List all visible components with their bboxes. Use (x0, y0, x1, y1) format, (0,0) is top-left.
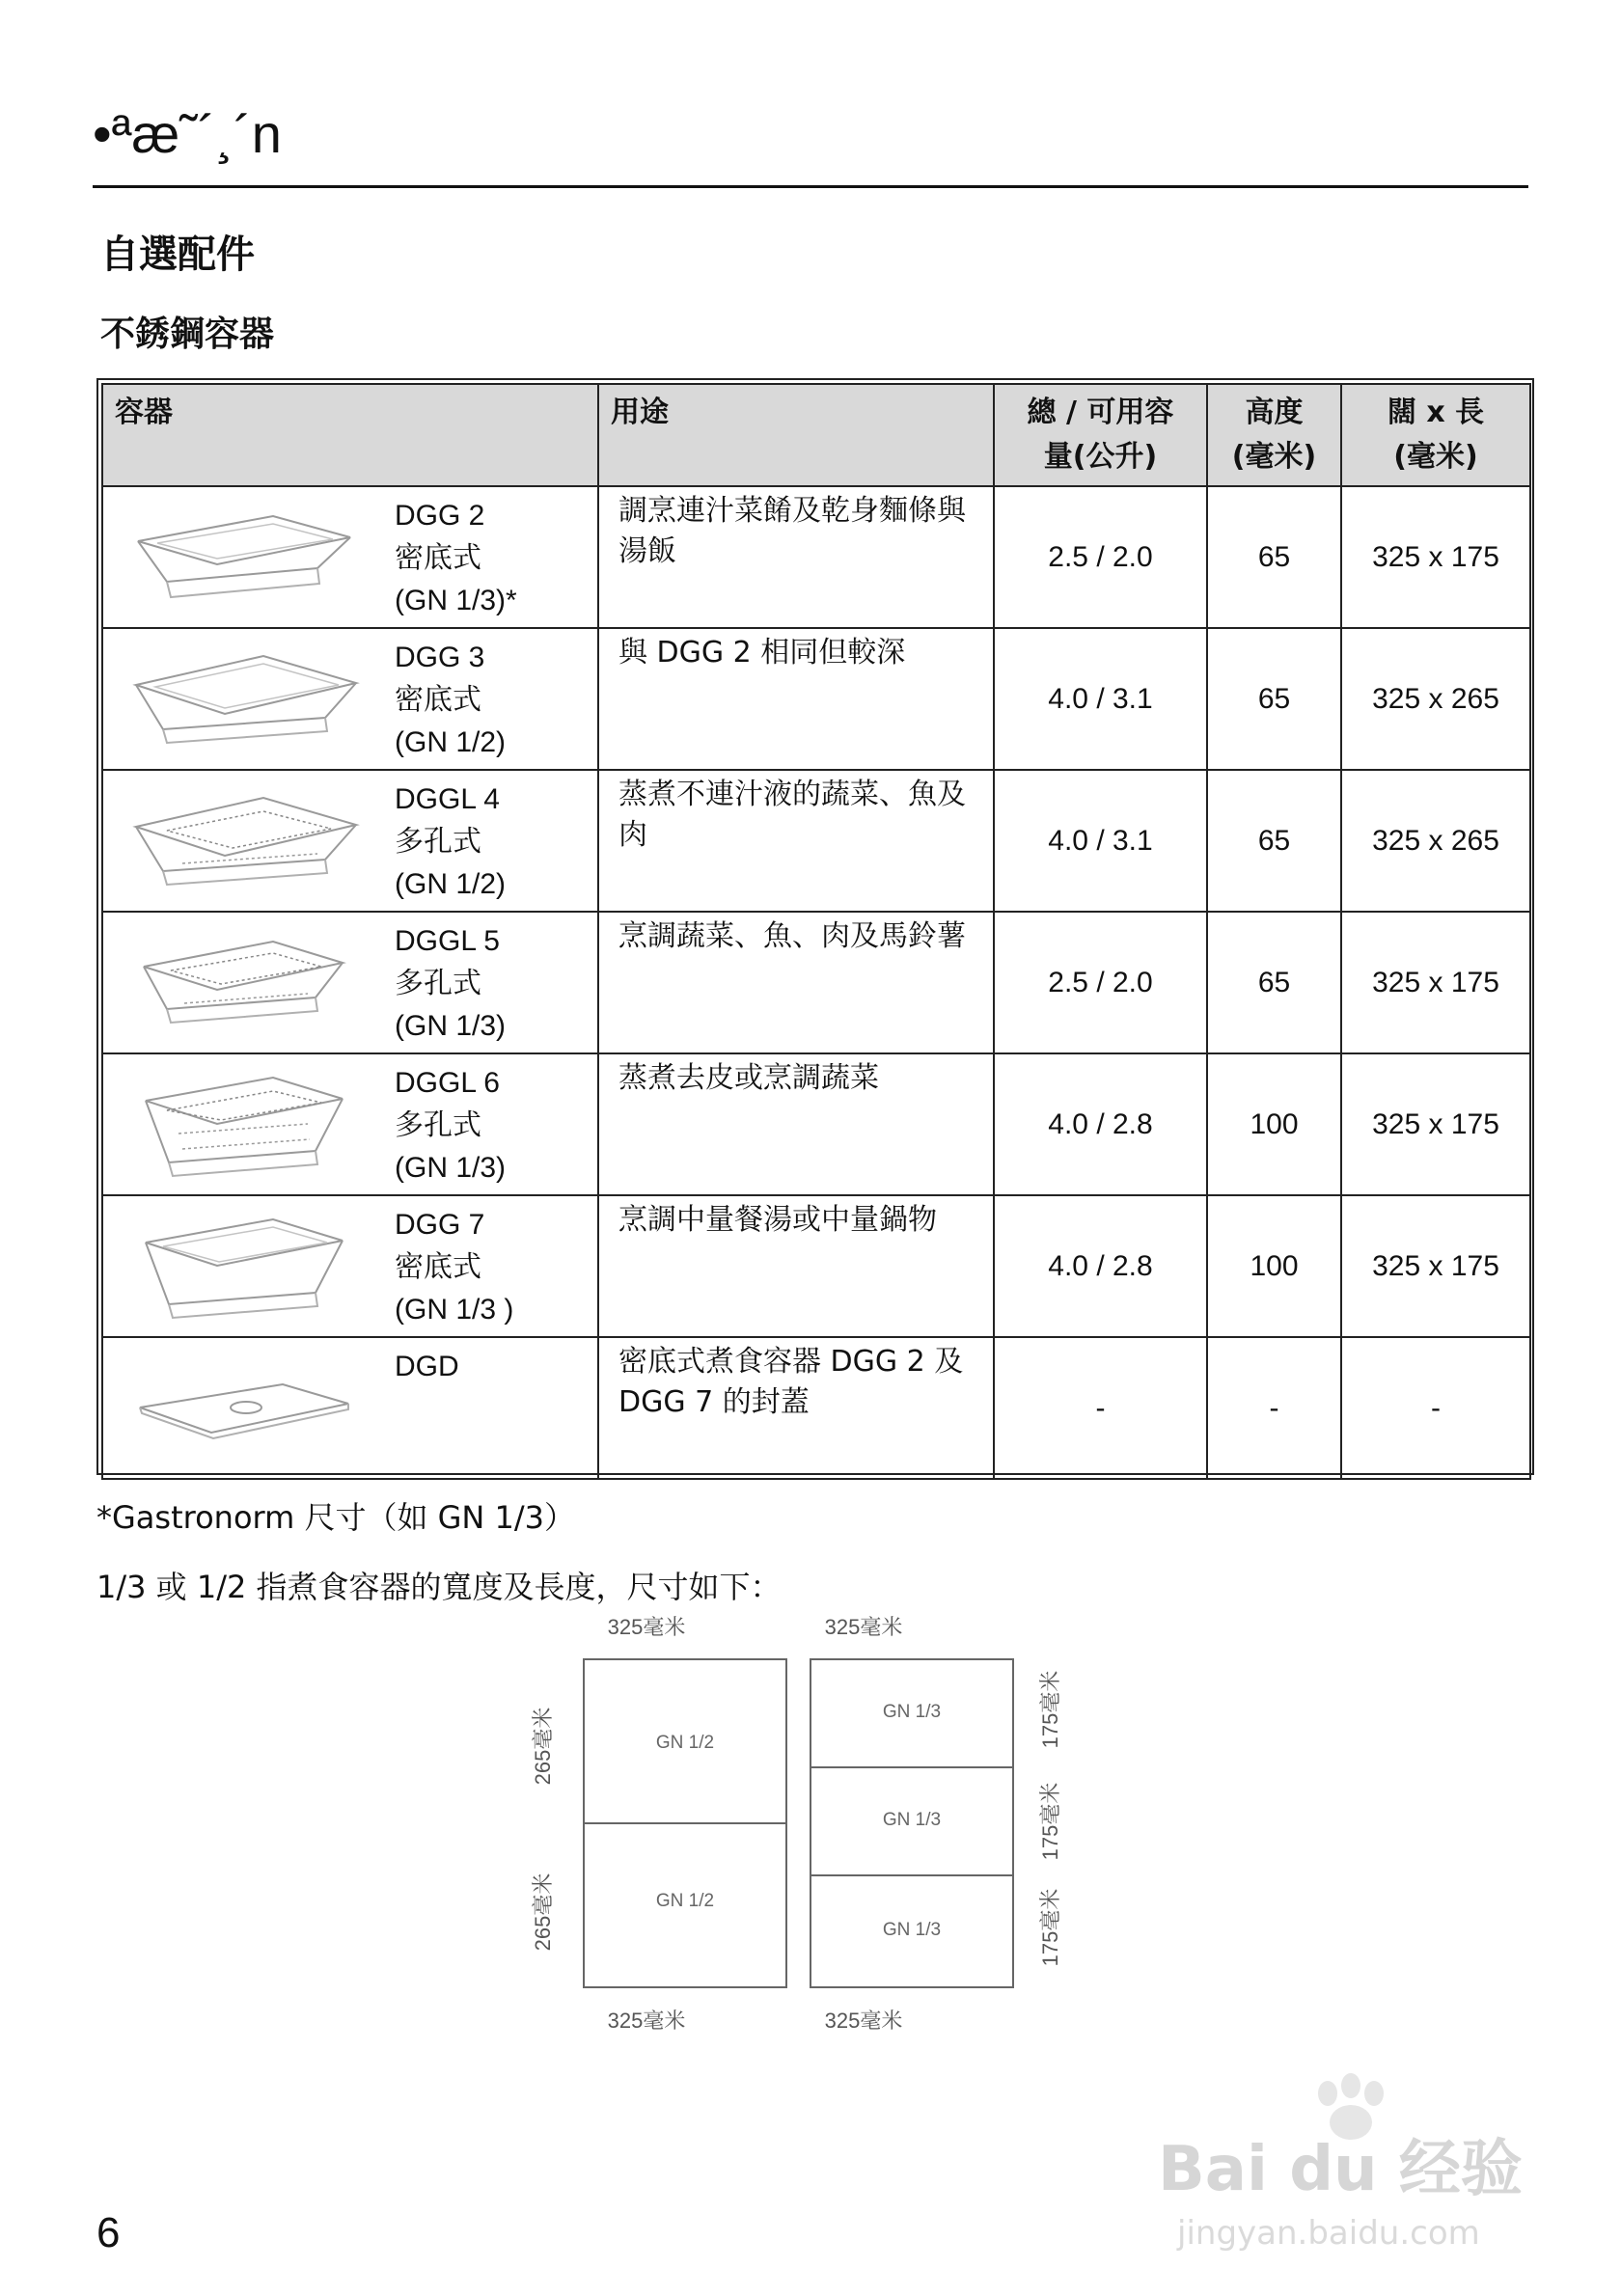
left-height-label-bottom: 265毫米 (531, 1872, 555, 1952)
item-code: DGGL 6 (395, 1067, 500, 1099)
item-capacity: 4.0 / 3.1 (994, 628, 1207, 770)
watermark-brand: Bai du 经验 (1158, 2134, 1523, 2205)
gn-half-label-top: GN 1/2 (655, 1733, 715, 1753)
gn-explanation: 1/3 或 1/2 指煮食容器的寬度及長度，尺寸如下： (96, 1569, 782, 1605)
gn-third-label-1: GN 1/3 (882, 1702, 942, 1722)
header-use: 用途 (598, 384, 994, 486)
header-capacity (994, 384, 1207, 486)
item-capacity: - (994, 1337, 1207, 1479)
item-use: 與 DGG 2 相同但較深 (598, 628, 994, 770)
header-size-line1: 闊 x 長 (1387, 396, 1485, 429)
lid-illustration (128, 1355, 360, 1462)
item-cell (102, 486, 598, 628)
item-code: DGG 3 (395, 642, 485, 673)
item-type: 密底式 (395, 684, 481, 716)
top-width-label-left: 325毫米 (607, 1615, 686, 1639)
header-capacity-line2: 量(公升) (1043, 440, 1158, 474)
header-height-line1: 高度 (1245, 396, 1304, 429)
item-code: DGGL 5 (395, 925, 500, 957)
item-code: DGGL 4 (395, 783, 500, 815)
item-use: 蒸煮不連汁液的蔬菜、魚及肉 (598, 770, 994, 912)
table-row (102, 770, 1530, 912)
table-header-row (102, 384, 1530, 486)
table-row (102, 486, 1530, 628)
item-code: DGD (395, 1351, 459, 1382)
item-size: 325 x 175 (1341, 1195, 1530, 1337)
item-height: 65 (1207, 628, 1341, 770)
header-size (1341, 384, 1530, 486)
item-capacity: 4.0 / 2.8 (994, 1195, 1207, 1337)
item-size: 325 x 175 (1341, 1053, 1530, 1195)
gn-third-label-3: GN 1/3 (882, 1920, 942, 1940)
item-gn-size: (GN 1/3) (395, 1152, 507, 1184)
perforated-pan-illustration (128, 930, 360, 1036)
gn-half-label-bottom: GN 1/2 (655, 1891, 715, 1911)
page-number: 6 (96, 2209, 121, 2256)
header-height-line2: (毫米) (1231, 440, 1317, 474)
item-cell (102, 1195, 598, 1337)
deep-pan-illustration (128, 646, 360, 752)
item-height: 65 (1207, 770, 1341, 912)
perforated-pan-illustration (128, 788, 360, 894)
item-capacity: 4.0 / 2.8 (994, 1053, 1207, 1195)
header-height (1207, 384, 1341, 486)
item-size: 325 x 175 (1341, 486, 1530, 628)
gastronorm-note: *Gastronorm 尺寸（如 GN 1/3） (96, 1499, 576, 1536)
deep-pan-illustration (128, 1214, 360, 1329)
item-capacity: 2.5 / 2.0 (994, 912, 1207, 1053)
item-cell (102, 1337, 598, 1479)
item-gn-size: (GN 1/3)* (395, 585, 517, 616)
sub-title: 不銹鋼容器 (100, 314, 275, 354)
item-type: 多孔式 (395, 968, 481, 999)
item-cell (102, 628, 598, 770)
item-gn-size: (GN 1/2) (395, 726, 507, 758)
item-type: 密底式 (395, 542, 481, 574)
item-cell (102, 770, 598, 912)
item-gn-size: (GN 1/3) (395, 1010, 507, 1042)
header-container: 容器 (102, 384, 598, 486)
right-height-label-2: 175毫米 (1038, 1782, 1062, 1861)
item-use: 密底式煮食容器 DGG 2 及 DGG 7 的封蓋 (598, 1337, 994, 1479)
left-height-label-top: 265毫米 (531, 1707, 555, 1786)
accessories-table (101, 383, 1531, 1480)
item-height: 100 (1207, 1195, 1341, 1337)
top-width-label-right: 325毫米 (824, 1615, 903, 1639)
page-header-title: •ªæ˜´¸´n (93, 103, 282, 164)
table-row (102, 628, 1530, 770)
bottom-width-label-left: 325毫米 (607, 2009, 686, 2033)
item-capacity: 4.0 / 3.1 (994, 770, 1207, 912)
item-height: 100 (1207, 1053, 1341, 1195)
item-use: 烹調蔬菜、魚、肉及馬鈴薯 (598, 912, 994, 1053)
section-title: 自選配件 (100, 232, 255, 277)
table-row (102, 1195, 1530, 1337)
gn-third-label-2: GN 1/3 (882, 1810, 942, 1830)
header-divider (93, 185, 1528, 188)
item-size: 325 x 265 (1341, 628, 1530, 770)
item-gn-size: (GN 1/3 ) (395, 1294, 514, 1326)
item-use: 烹調中量餐湯或中量鍋物 (598, 1195, 994, 1337)
bottom-width-label-right: 325毫米 (824, 2009, 903, 2033)
table-row (102, 1337, 1530, 1479)
gn-size-diagram (521, 1601, 1100, 2055)
container-table (96, 378, 1534, 1475)
item-code: DGG 2 (395, 500, 485, 532)
item-use: 蒸煮去皮或烹調蔬菜 (598, 1053, 994, 1195)
watermark-url: jingyan.baidu.com (1177, 2214, 1480, 2253)
item-type: 密底式 (395, 1251, 481, 1283)
item-code: DGG 7 (395, 1209, 485, 1241)
item-gn-size: (GN 1/2) (395, 868, 507, 900)
item-cell (102, 912, 598, 1053)
table-row (102, 1053, 1530, 1195)
shallow-pan-illustration (128, 505, 360, 611)
item-height: 65 (1207, 486, 1341, 628)
item-height: - (1207, 1337, 1341, 1479)
baidu-watermark (1148, 2064, 1553, 2257)
item-type: 多孔式 (395, 1109, 481, 1141)
header-capacity-line1: 總 / 可用容 (1027, 396, 1174, 429)
item-type: 多孔式 (395, 826, 481, 858)
header-size-line2: (毫米) (1393, 440, 1478, 474)
item-size: - (1341, 1337, 1530, 1479)
item-capacity: 2.5 / 2.0 (994, 486, 1207, 628)
item-size: 325 x 175 (1341, 912, 1530, 1053)
item-cell (102, 1053, 598, 1195)
deep-perforated-pan-illustration (128, 1072, 360, 1188)
table-row (102, 912, 1530, 1053)
right-height-label-1: 175毫米 (1038, 1670, 1062, 1749)
right-height-label-3: 175毫米 (1038, 1888, 1062, 1967)
item-height: 65 (1207, 912, 1341, 1053)
item-size: 325 x 265 (1341, 770, 1530, 912)
item-use: 調烹連汁菜餚及乾身麵條與湯飯 (598, 486, 994, 628)
